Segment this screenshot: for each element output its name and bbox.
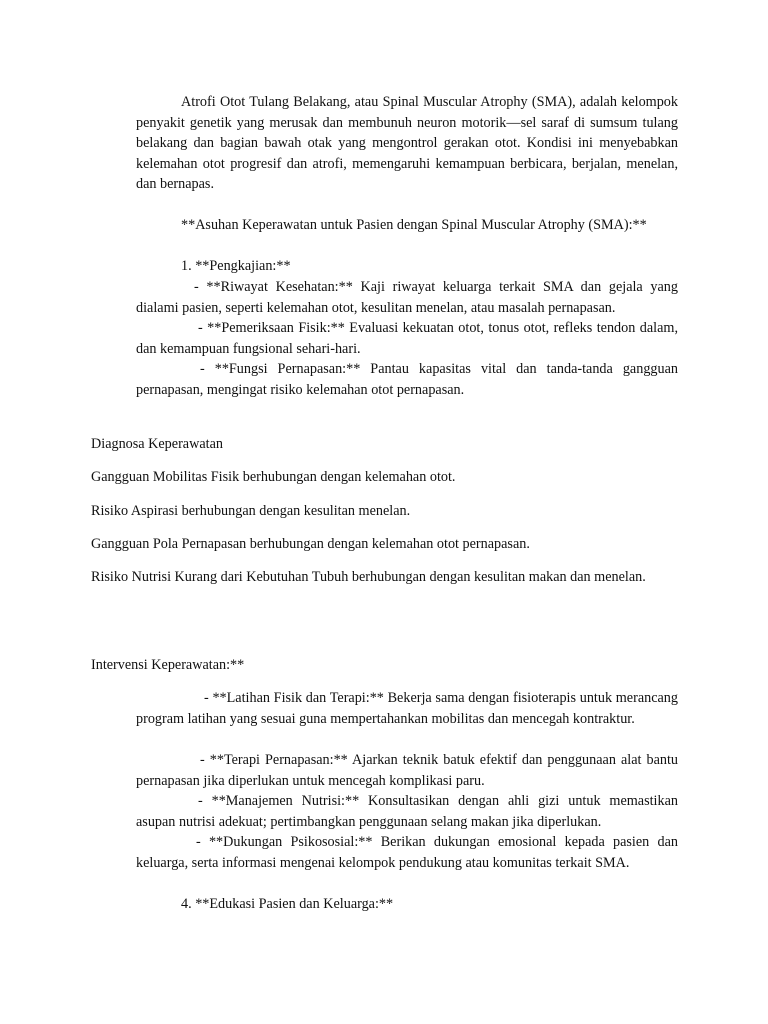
section-heading: **Asuhan Keperawatan untuk Pasien dengan Spinal Muscular Atrophy (SMA):** xyxy=(181,217,647,233)
intro-paragraph: Atrofi Otot Tulang Belakang, atau Spinal Muscular Atrophy (SMA), adalah kelompok penyakit genetik yang merusak dan membunuh neuron motorik—sel saraf di sumsum tulang belakang dan bagian bawah otak yang mengontrol gerakan otot. Kondisi ini menyebabkan kelemahan otot progresif dan atrofi, memengaruhi kemampuan berbicara, berjalan, menelan, dan bernapas. xyxy=(136,94,678,192)
intervention-item-psychosocial: - **Dukungan Psikososial:** Berikan dukungan emosional kepada pasien dan keluarga, serta informasi mengenai kelompok pendukung atau komunitas terkait SMA. xyxy=(136,834,678,871)
diagnosis-item: Gangguan Mobilitas Fisik berhubungan dengan kelemahan otot. xyxy=(91,469,456,485)
assessment-item-health-history: - **Riwayat Kesehatan:** Kaji riwayat keluarga terkait SMA dan gejala yang dialami pasien, seperti kelemahan otot, kesulitan menelan, atau masalah pernapasan. xyxy=(136,279,678,316)
diagnosis-heading: Diagnosa Keperawatan xyxy=(91,436,223,452)
assessment-item-respiratory-function: - **Fungsi Pernapasan:** Pantau kapasitas vital dan tanda-tanda gangguan pernapasan, mengingat risiko kelemahan otot pernapasan. xyxy=(136,361,678,398)
assessment-item-physical-exam: - **Pemeriksaan Fisik:** Evaluasi kekuatan otot, tonus otot, refleks tendon dalam, dan kemampuan fungsional sehari-hari. xyxy=(136,320,678,357)
intervention-item-physical-therapy: - **Latihan Fisik dan Terapi:** Bekerja sama dengan fisioterapis untuk merancang program latihan yang sesuai guna mempertahankan mobilitas dan mencegah kontraktur. xyxy=(136,690,678,727)
intervention-item-respiratory-therapy: - **Terapi Pernapasan:** Ajarkan teknik batuk efektif dan penggunaan alat bantu pernapasan jika diperlukan untuk mencegah komplikasi paru. xyxy=(136,752,678,789)
diagnosis-item: Risiko Aspirasi berhubungan dengan kesulitan menelan. xyxy=(91,503,411,519)
intervention-item-nutrition: - **Manajemen Nutrisi:** Konsultasikan dengan ahli gizi untuk memastikan asupan nutrisi adekuat; pertimbangkan penggunaan selang makan jika diperlukan. xyxy=(136,793,678,830)
diagnosis-item: Gangguan Pola Pernapasan berhubungan dengan kelemahan otot pernapasan. xyxy=(91,536,530,552)
intervention-heading: Intervensi Keperawatan:** xyxy=(91,657,245,673)
education-heading: 4. **Edukasi Pasien dan Keluarga:** xyxy=(181,896,394,912)
assessment-heading: 1. **Pengkajian:** xyxy=(181,258,291,274)
diagnosis-item: Risiko Nutrisi Kurang dari Kebutuhan Tubuh berhubungan dengan kesulitan makan dan menelan. xyxy=(91,569,646,585)
